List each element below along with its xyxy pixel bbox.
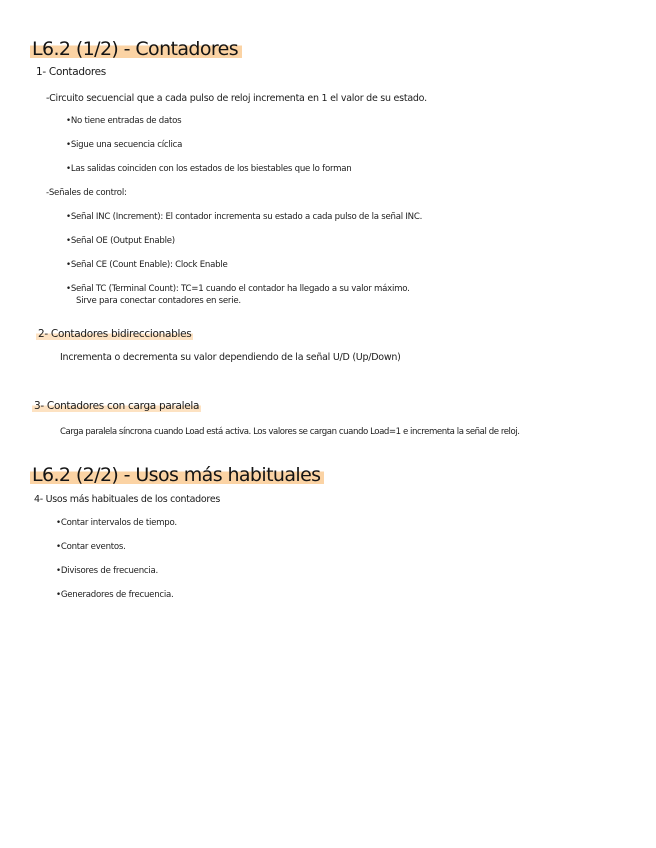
section2-title-text: L6.2 (2/2) - Usos más habituales	[30, 464, 324, 486]
subsection2-title	[36, 328, 193, 340]
signal-oe: •Señal OE (Output Enable)	[66, 236, 175, 246]
control-signals-title: -Señales de control:	[46, 188, 127, 198]
definition-line: -Circuito secuencial que a cada pulso de reloj incrementa en 1 el valor de su estado.	[46, 93, 427, 104]
bullet-outputs-match-states: •Las salidas coinciden con los estados de los biestables que lo forman	[66, 164, 352, 174]
signal-tc-continued: Sirve para conectar contadores en serie.	[76, 296, 241, 306]
subsection1-title	[36, 66, 106, 78]
subsection2-title-text: 2- Contadores bidireccionables	[38, 328, 192, 340]
bullet-cyclic-sequence: •Sigue una secuencia cíclica	[66, 140, 183, 150]
section1-title-text: L6.2 (1/2) - Contadores	[30, 38, 242, 60]
bullet-no-data-inputs: •No tiene entradas de datos	[66, 116, 182, 126]
subsection3-text: Carga paralela síncrona cuando Load está activa. Los valores se cargan cuando Load=1 e incrementa la señal de reloj.	[60, 427, 520, 437]
section2-title	[30, 464, 324, 486]
subsection1-title-text: 1- Contadores	[36, 66, 106, 78]
subsection2-text: Incrementa o decrementa su valor dependiendo de la señal U/D (Up/Down)	[60, 352, 401, 363]
use-count-events: •Contar eventos.	[56, 542, 126, 552]
use-frequency-generators: •Generadores de frecuencia.	[56, 590, 174, 600]
signal-ce: •Señal CE (Count Enable): Clock Enable	[66, 260, 228, 270]
use-time-intervals: •Contar intervalos de tiempo.	[56, 518, 177, 528]
subsection3-title-text: 3- Contadores con carga paralela	[34, 400, 200, 412]
signal-inc: •Señal INC (Increment): El contador incrementa su estado a cada pulso de la señal INC.	[66, 212, 423, 222]
signal-tc: •Señal TC (Terminal Count): TC=1 cuando el contador ha llegado a su valor máximo.	[66, 284, 410, 294]
subsection4-title-text: 4- Usos más habituales de los contadores	[34, 494, 221, 505]
use-frequency-dividers: •Divisores de frecuencia.	[56, 566, 159, 576]
subsection4-title	[34, 494, 220, 505]
subsection3-title	[32, 400, 201, 412]
section1-title	[30, 38, 242, 60]
